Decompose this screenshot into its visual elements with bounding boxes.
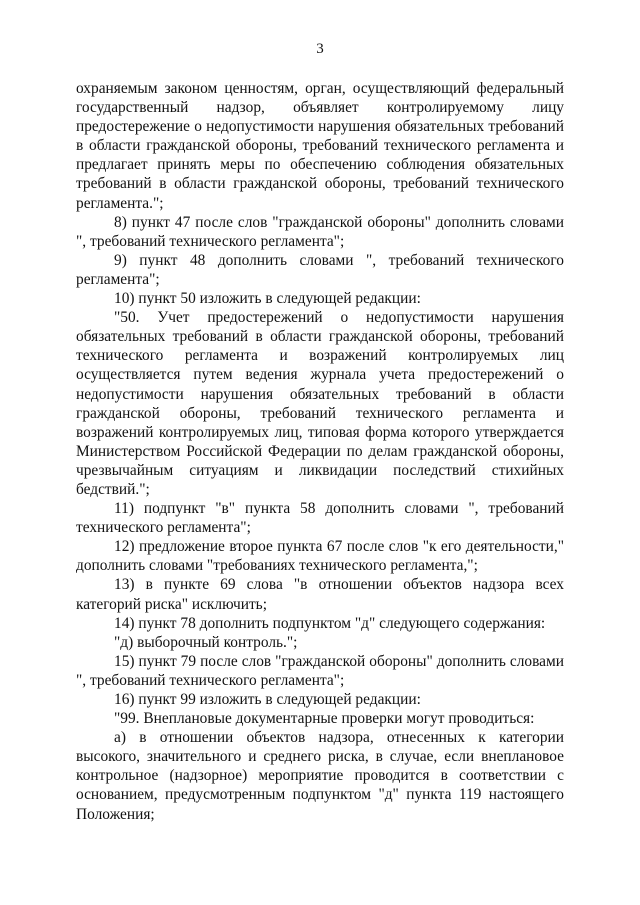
paragraph-5: "50. Учет предостережений о недопустимости нарушения обязательных требований в области гражданской обороны, требований технического регламента и возражений контролируемых лиц осуществляется путем ведения журнала учета предостережений о недопустимости нарушения обязательных требований в области гражданской обороны, требований технического регламента и возражений контролируемых лиц, типовая форма которого утверждается Министерством Российской Федерации по делам гражданской обороны, чрезвычайным ситуациям и ликвидации последствий стихийных бедствий."; <box>76 309 564 498</box>
paragraph-9: 14) пункт 78 дополнить подпунктом "д" следующего содержания: <box>114 614 546 632</box>
page-number: 3 <box>316 41 324 57</box>
paragraph-12: 16) пункт 99 изложить в следующей редакции: <box>114 691 421 708</box>
paragraph-4: 10) пункт 50 изложить в следующей редакции: <box>114 290 421 308</box>
paragraph-3: 9) пункт 48 дополнить словами ", требований технического регламента"; <box>76 251 564 288</box>
document-body <box>76 79 564 824</box>
paragraph-13: "99. Внеплановые документарные проверки могут проводиться: <box>114 710 535 728</box>
paragraph-14: а) в отношении объектов надзора, отнесенных к категории высокого, значительного и среднего риска, в случае, если внеплановое контрольное (надзорное) мероприятие проводится в соответствии с основанием, предусмотренным подпунктом "д" пункта 119 настоящего Положения; <box>76 729 564 823</box>
paragraph-8: 13) в пункте 69 слова "в отношении объектов надзора всех категорий риска" исключить; <box>76 576 564 613</box>
paragraph-1: охраняемым законом ценностям, орган, осуществляющий федеральный государственный надзор, объявляет контролируемому лицу предостережение о недопустимости нарушения обязательных требований в области гражданской обороны, требований технического регламента и предлагает принять меры по обеспечению соблюдения обязательных требований в области гражданской обороны, требований технического регламента."; <box>76 80 564 212</box>
paragraph-10: "д) выборочный контроль."; <box>114 633 298 651</box>
paragraph-6: 11) подпункт "в" пункта 58 дополнить словами ", требований технического регламента"; <box>76 500 564 537</box>
paragraph-2: 8) пункт 47 после слов "гражданской обороны" дополнить словами ", требований технического регламента"; <box>76 213 564 250</box>
paragraph-11: 15) пункт 79 после слов "гражданской обороны" дополнить словами ", требований технического регламента"; <box>76 652 564 689</box>
paragraph-7: 12) предложение второе пункта 67 после слов "к его деятельности," дополнить словами "требованиях технического регламента,"; <box>76 538 564 575</box>
